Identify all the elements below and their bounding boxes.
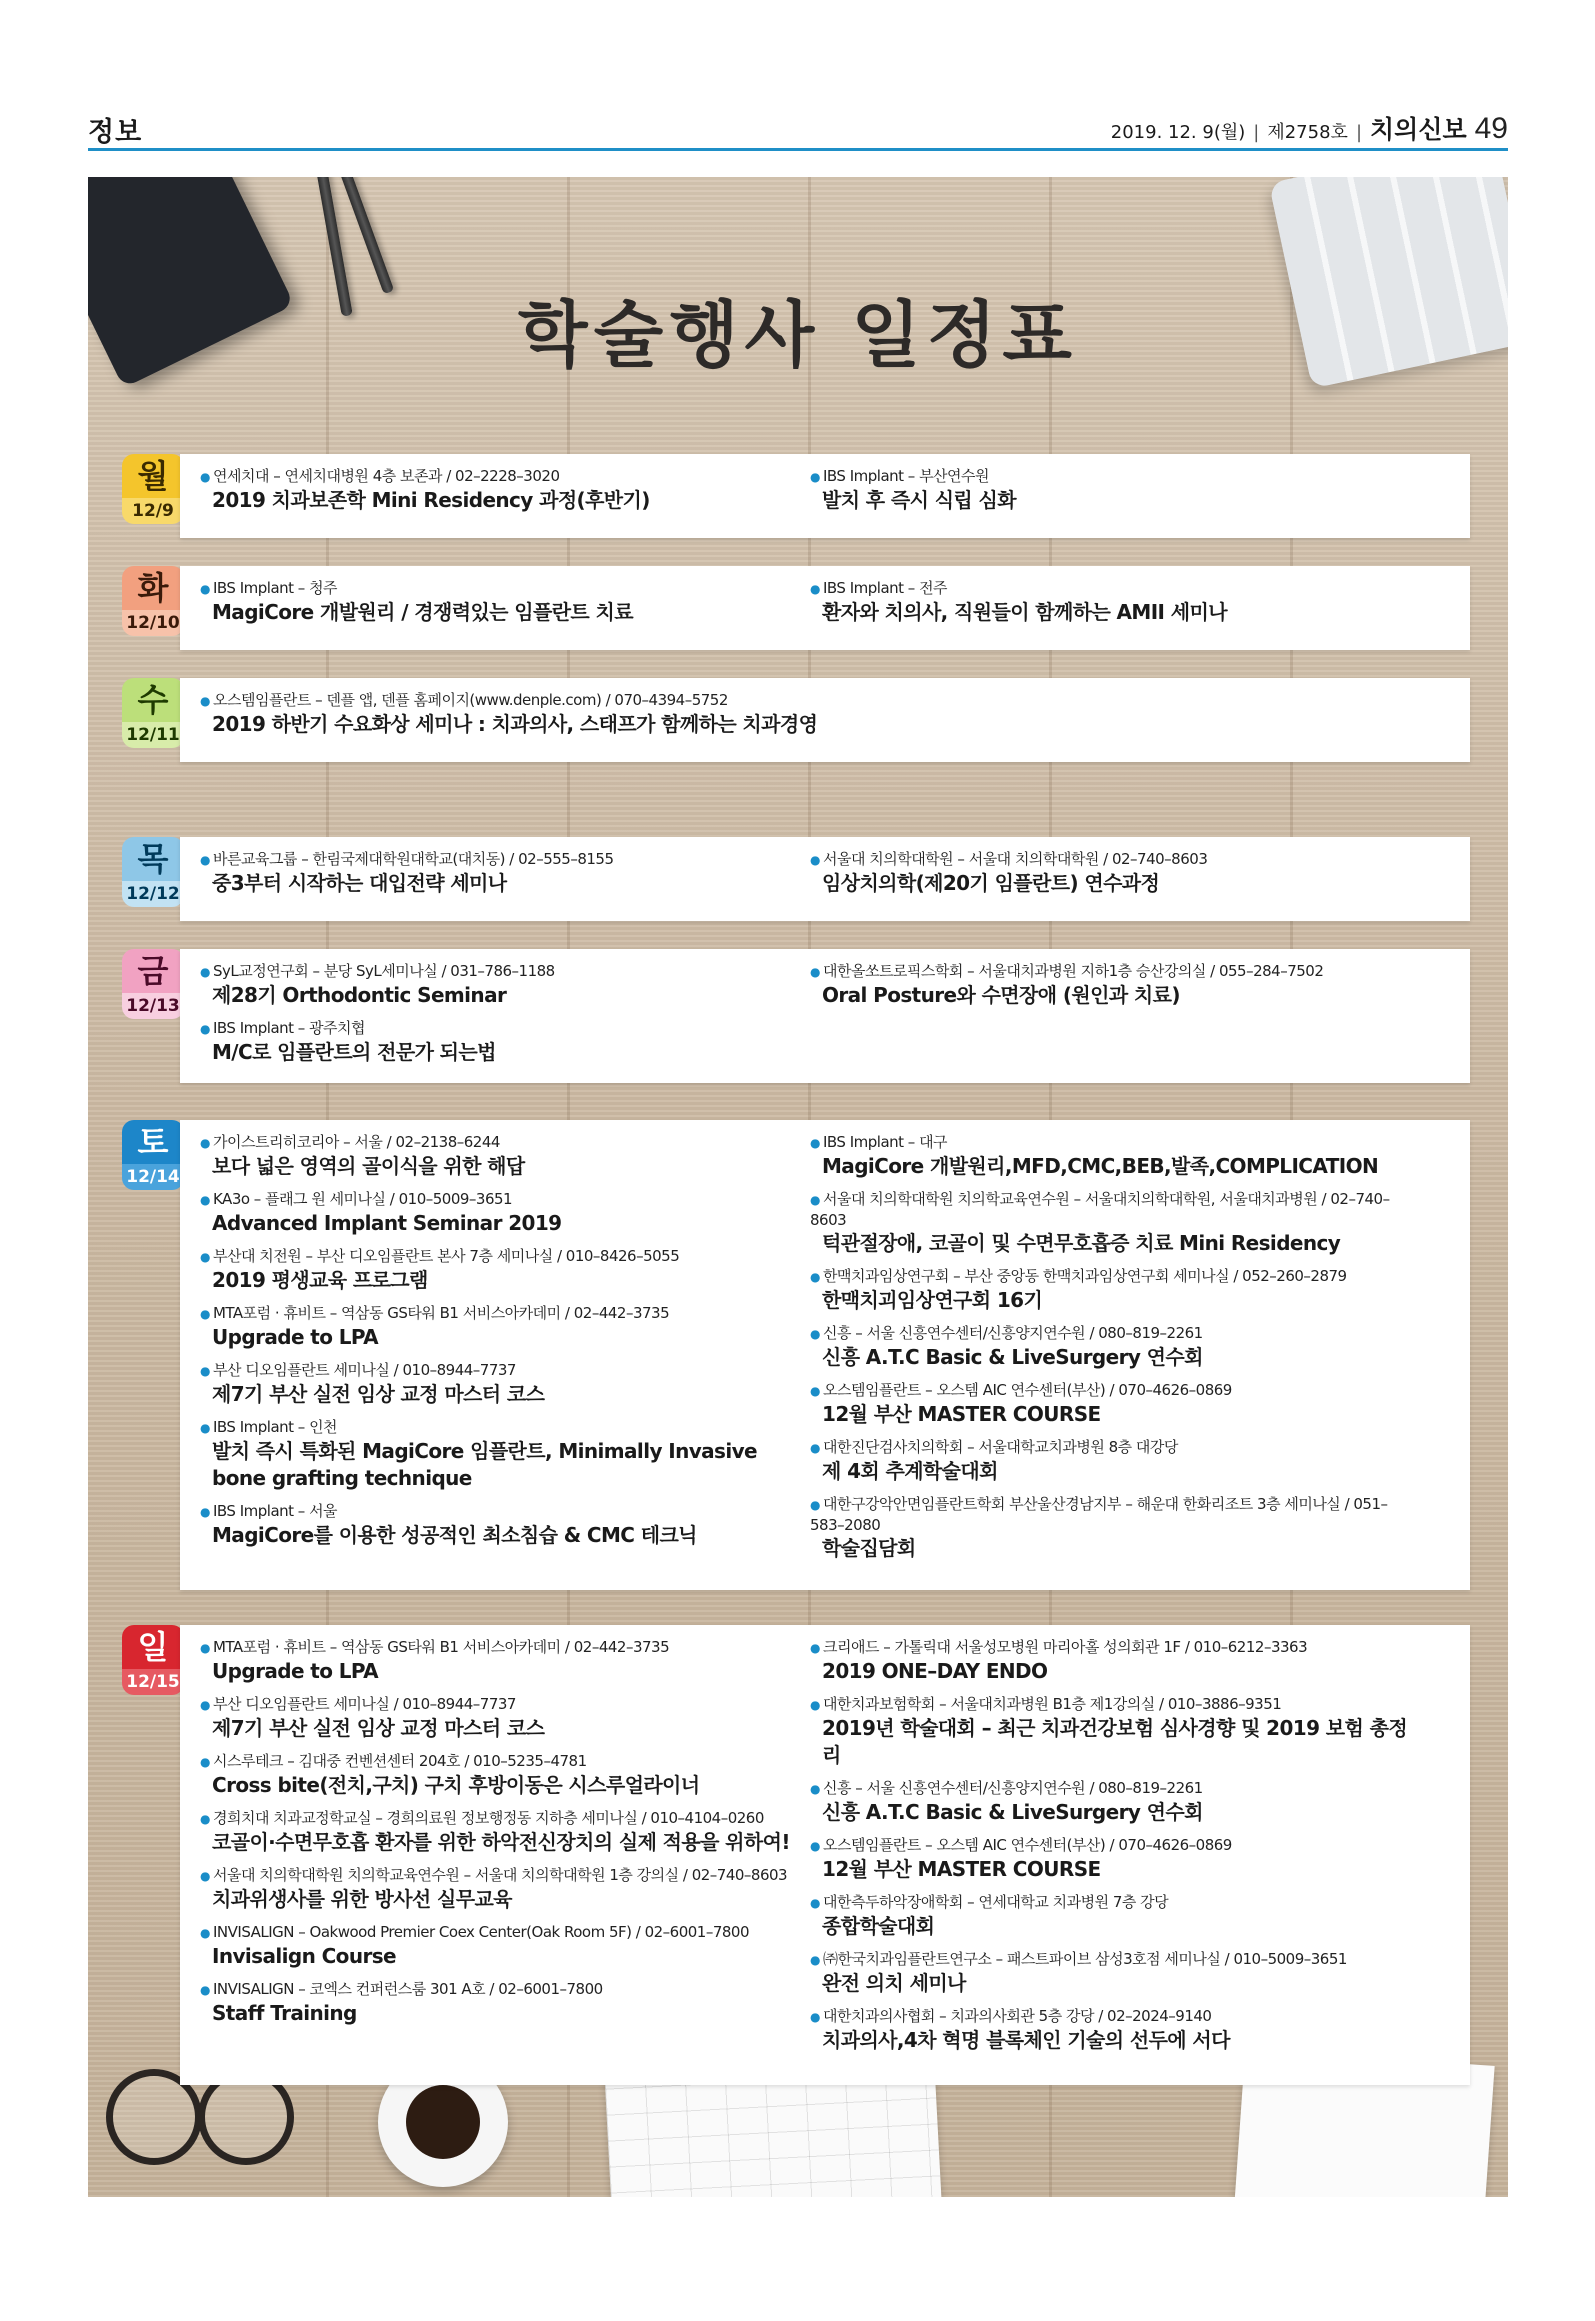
event-item [200,1922,800,1970]
event-title: 환자와 치의사, 직원들이 함께하는 AMII 세미나 [822,600,1227,624]
event-column-right [810,1637,1410,2063]
event-title: 발치 후 즉시 식립 심화 [822,488,1016,512]
day-badge [122,566,184,636]
event-info: ● 부산 디오임플란트 세미나실 / 010–8944–7737 [200,1360,800,1381]
event-title: Cross bite(전치,구치) 구치 후방이동은 시스루얼라이너 [212,1773,700,1797]
event-card [180,1120,1470,1590]
event-info: ● 시스루테크 – 김대중 컨벤션센터 204호 / 010–5235–4781 [200,1751,800,1772]
day-date: 12/11 [122,722,184,748]
day-label: 토 [122,1120,184,1164]
event-item [200,1303,800,1351]
event-title: Upgrade to LPA [212,1325,378,1349]
event-item [200,1865,800,1913]
event-info: ● IBS Implant – 청주 [200,578,800,599]
event-item [200,1808,800,1856]
event-info: ● 부산대 치전원 – 부산 디오임플란트 본사 7층 세미나실 / 010–8426–5055 [200,1246,800,1267]
event-info: ● 대한올쏘트로픽스학회 – 서울대치과병원 지하1층 승산강의실 / 055–284–7502 [810,961,1410,982]
event-card [180,454,1470,538]
day-label: 일 [122,1625,184,1669]
day-saturday [122,1120,1470,1590]
event-column-left [200,578,800,635]
day-label: 금 [122,949,184,993]
event-title: 학술집담회 [822,1536,916,1560]
event-item [810,1189,1410,1257]
event-column-left [200,849,800,906]
event-info: ● 대한진단검사치의학회 – 서울대학교치과병원 8층 대강당 [810,1437,1410,1458]
event-card [180,1625,1470,2085]
separator: | [1253,122,1260,143]
event-title: 턱관절장애, 코골이 및 수면무호흡증 치료 Mini Residency [822,1231,1341,1255]
event-title: 한맥치괴임상연구회 16기 [822,1288,1043,1312]
event-column-left [200,466,800,523]
event-item [200,1360,800,1408]
event-title: 중3부터 시작하는 대입전략 세미나 [212,871,507,895]
event-item [810,578,1410,626]
event-item [810,1637,1410,1685]
event-title: 2019 평생교육 프로그램 [212,1268,428,1292]
event-info: ● 오스템임플란트 – 오스템 AIC 연수센터(부산) / 070–4626–0869 [810,1380,1410,1401]
event-item [200,466,800,514]
day-badge [122,949,184,1019]
event-column-left [200,1132,800,1558]
event-item [200,1751,800,1799]
day-label: 목 [122,837,184,881]
event-info: ● 서울대 치의학대학원 치의학교육연수원 – 서울대치의학대학원, 서울대치과병원 / 02–740–8603 [810,1189,1410,1230]
event-info: ● INVISALIGN – Oakwood Premier Coex Center(Oak Room 5F) / 02–6001–7800 [200,1922,800,1943]
event-title: 종합학술대회 [822,1914,935,1938]
page-title: 학술행사 일정표 [518,293,1078,377]
event-title: 임상치의학(제20기 임플란트) 연수과정 [822,871,1160,895]
event-item [810,1778,1410,1826]
event-item [200,1979,800,2027]
event-title: M/C로 임플란트의 전문가 되는법 [212,1040,496,1064]
header-rule [88,148,1508,151]
event-item [200,578,800,626]
event-info: ● KA3o – 플래그 원 세미나실 / 010–5009–3651 [200,1189,800,1210]
event-info: ● 부산 디오임플란트 세미나실 / 010–8944–7737 [200,1694,800,1715]
event-info: ● MTA포럼 · 휴비트 – 역삼동 GS타워 B1 서비스아카데미 / 02–442–3735 [200,1303,800,1324]
event-item [810,1132,1410,1180]
day-sunday [122,1625,1470,2085]
day-label: 월 [122,454,184,498]
event-title: 신흥 A.T.C Basic & LiveSurgery 연수회 [822,1800,1203,1824]
day-label: 화 [122,566,184,610]
day-friday [122,949,1470,1083]
event-item [810,849,1410,897]
event-item [810,1323,1410,1371]
event-title: 치과위생사를 위한 방사선 실무교육 [212,1887,512,1911]
day-badge [122,1120,184,1190]
event-info: ● 크리애드 – 가톨릭대 서울성모병원 마리아홀 성의회관 1F / 010–6212–3363 [810,1637,1410,1658]
event-info: ● 신흥 – 서울 신흥연수센터/신흥양지연수원 / 080–819–2261 [810,1778,1410,1799]
event-item [810,466,1410,514]
day-badge [122,837,184,907]
event-info: ● 대한구강악안면임플란트학회 부산울산경남지부 – 해운대 한화리조트 3층 세미나실 / 051–583–2080 [810,1494,1410,1535]
page-header [88,110,1508,148]
event-item [200,849,800,897]
event-item [810,1437,1410,1485]
event-info: ● ㈜한국치과임플란트연구소 – 패스트파이브 삼성3호점 세미나실 / 010–5009–3651 [810,1949,1410,1970]
event-info: ● 바른교육그룹 – 한림국제대학원대학교(대치동) / 02–555–8155 [200,849,800,870]
event-info: ● IBS Implant – 대구 [810,1132,1410,1153]
event-item [810,1835,1410,1883]
event-info: ● INVISALIGN – 코엑스 컨퍼런스룸 301 A호 / 02–6001–7800 [200,1979,800,2000]
event-item [810,1949,1410,1997]
event-info: ● IBS Implant – 인천 [200,1417,800,1438]
event-info: ● 한맥치과임상연구회 – 부산 중앙동 한맥치과임상연구회 세미나실 / 052–260–2879 [810,1266,1410,1287]
newspaper-name: 치의신보 [1370,115,1467,144]
event-item [810,1694,1410,1769]
event-item [810,961,1410,1009]
day-thursday [122,837,1470,921]
event-item [810,1892,1410,1940]
event-info: ● 신흥 – 서울 신흥연수센터/신흥양지연수원 / 080–819–2261 [810,1323,1410,1344]
event-info: ● 대한측두하악장애학회 – 연세대학교 치과병원 7층 강당 [810,1892,1410,1913]
event-card [180,678,1470,762]
day-date: 12/10 [122,610,184,636]
event-item [200,1417,800,1492]
event-column-left [200,1637,800,2036]
event-title: 치과의사,4차 혁명 블록체인 기술의 선두에 서다 [822,2028,1230,2052]
event-title: 보다 넓은 영역의 골이식을 위한 해답 [212,1154,525,1178]
event-info: ● IBS Implant – 광주치협 [200,1018,800,1039]
event-info: ● 서울대 치의학대학원 – 서울대 치의학대학원 / 02–740–8603 [810,849,1410,870]
event-title: MagiCore 개발원리 / 경쟁력있는 임플란트 치료 [212,600,633,624]
event-title: 2019년 학술대회 – 최근 치과건강보험 심사경향 및 2019 보험 총정리 [822,1716,1408,1767]
day-date: 12/9 [122,498,184,524]
event-title: 제 4회 추계학술대회 [822,1459,998,1483]
event-item [200,961,800,1009]
event-item [200,1501,800,1549]
event-title: Upgrade to LPA [212,1659,378,1683]
day-badge [122,1625,184,1695]
event-title: 12월 부산 MASTER COURSE [822,1857,1101,1881]
event-info: ● 대한치과의사협회 – 치과의사회관 5층 강당 / 02–2024–9140 [810,2006,1410,2027]
event-column-right [810,1132,1410,1571]
event-item [810,1494,1410,1562]
schedule-board [88,177,1508,2197]
issue-date: 2019. 12. 9(월) [1110,122,1246,143]
event-title: MagiCore 개발원리,MFD,CMC,BEB,발족,COMPLICATION [822,1154,1379,1178]
event-title: MagiCore를 이용한 성공적인 최소침습 & CMC 테크닉 [212,1523,697,1547]
day-wednesday [122,678,1470,762]
event-column-right [810,961,1410,1018]
event-info: ● 오스템임플란트 – 덴플 앱, 덴플 홈페이지(www.denple.com) / 070–4394–5752 [200,690,1400,711]
event-title: 신흥 A.T.C Basic & LiveSurgery 연수회 [822,1345,1203,1369]
event-item [810,2006,1410,2054]
day-monday [122,454,1470,538]
event-column-right [810,578,1410,635]
event-title: 12월 부산 MASTER COURSE [822,1402,1101,1426]
event-item [810,1380,1410,1428]
day-badge [122,678,184,748]
day-date: 12/12 [122,881,184,907]
event-item [200,1246,800,1294]
event-info: ● 대한치과보험학회 – 서울대치과병원 B1층 제1강의실 / 010–3886–9351 [810,1694,1410,1715]
event-title: Invisalign Course [212,1944,396,1968]
event-item [200,1018,800,1066]
separator: | [1355,122,1363,143]
event-info: ● 경희치대 치과교정학교실 – 경희의료원 정보행정동 지하층 세미나실 / 010–4104–0260 [200,1808,800,1829]
event-title: 제7기 부산 실전 임상 교정 마스터 코스 [212,1382,545,1406]
event-column-left [200,690,1400,747]
event-title: 2019 ONE–DAY ENDO [822,1659,1048,1683]
event-title: 2019 하반기 수요화상 세미나 : 치과의사, 스태프가 함께하는 치과경영 [212,712,818,736]
event-title: 발치 즉시 특화된 MagiCore 임플란트, Minimally Invasive bone grafting technique [212,1439,758,1490]
issue-number: 제2758호 [1267,122,1348,143]
event-info: ● SyL교정연구회 – 분당 SyL세미나실 / 031–786–1188 [200,961,800,982]
event-column-right [810,849,1410,906]
day-badge [122,454,184,524]
event-item [810,1266,1410,1314]
issue-info [1111,110,1508,146]
event-title: Oral Posture와 수면장애 (원인과 치료) [822,983,1180,1007]
page-number: 49 [1474,112,1508,145]
event-title: Advanced Implant Seminar 2019 [212,1211,562,1235]
day-date: 12/15 [122,1669,184,1695]
event-title: 제7기 부산 실전 임상 교정 마스터 코스 [212,1716,545,1740]
event-title: 2019 치과보존학 Mini Residency 과정(후반기) [212,488,650,512]
event-info: ● IBS Implant – 서울 [200,1501,800,1522]
day-tuesday [122,566,1470,650]
event-title: 제28기 Orthodontic Seminar [212,983,507,1007]
section-name: 정보 [88,117,143,148]
day-date: 12/14 [122,1164,184,1190]
event-card [180,566,1470,650]
event-info: ● IBS Implant – 부산연수원 [810,466,1410,487]
event-info: ● 연세치대 – 연세치대병원 4층 보존과 / 02–2228–3020 [200,466,800,487]
event-item [200,1132,800,1180]
event-item [200,1694,800,1742]
event-info: ● 가이스트리히코리아 – 서울 / 02–2138–6244 [200,1132,800,1153]
day-date: 12/13 [122,993,184,1019]
event-item [200,1189,800,1237]
event-item [200,690,1400,738]
event-title: 완전 의치 세미나 [822,1971,966,1995]
event-title: Staff Training [212,2001,357,2025]
event-item [200,1637,800,1685]
event-info: ● 오스템임플란트 – 오스템 AIC 연수센터(부산) / 070–4626–0869 [810,1835,1410,1856]
event-column-right [810,466,1410,523]
event-card [180,837,1470,921]
event-title: 코골이·수면무호흡 환자를 위한 하악전신장치의 실제 적용을 위하여! [212,1830,790,1854]
event-card [180,949,1470,1083]
day-label: 수 [122,678,184,722]
event-column-left [200,961,800,1075]
event-info: ● IBS Implant – 전주 [810,578,1410,599]
event-info: ● MTA포럼 · 휴비트 – 역삼동 GS타워 B1 서비스아카데미 / 02–442–3735 [200,1637,800,1658]
event-info: ● 서울대 치의학대학원 치의학교육연수원 – 서울대 치의학대학원 1층 강의실 / 02–740–8603 [200,1865,800,1886]
